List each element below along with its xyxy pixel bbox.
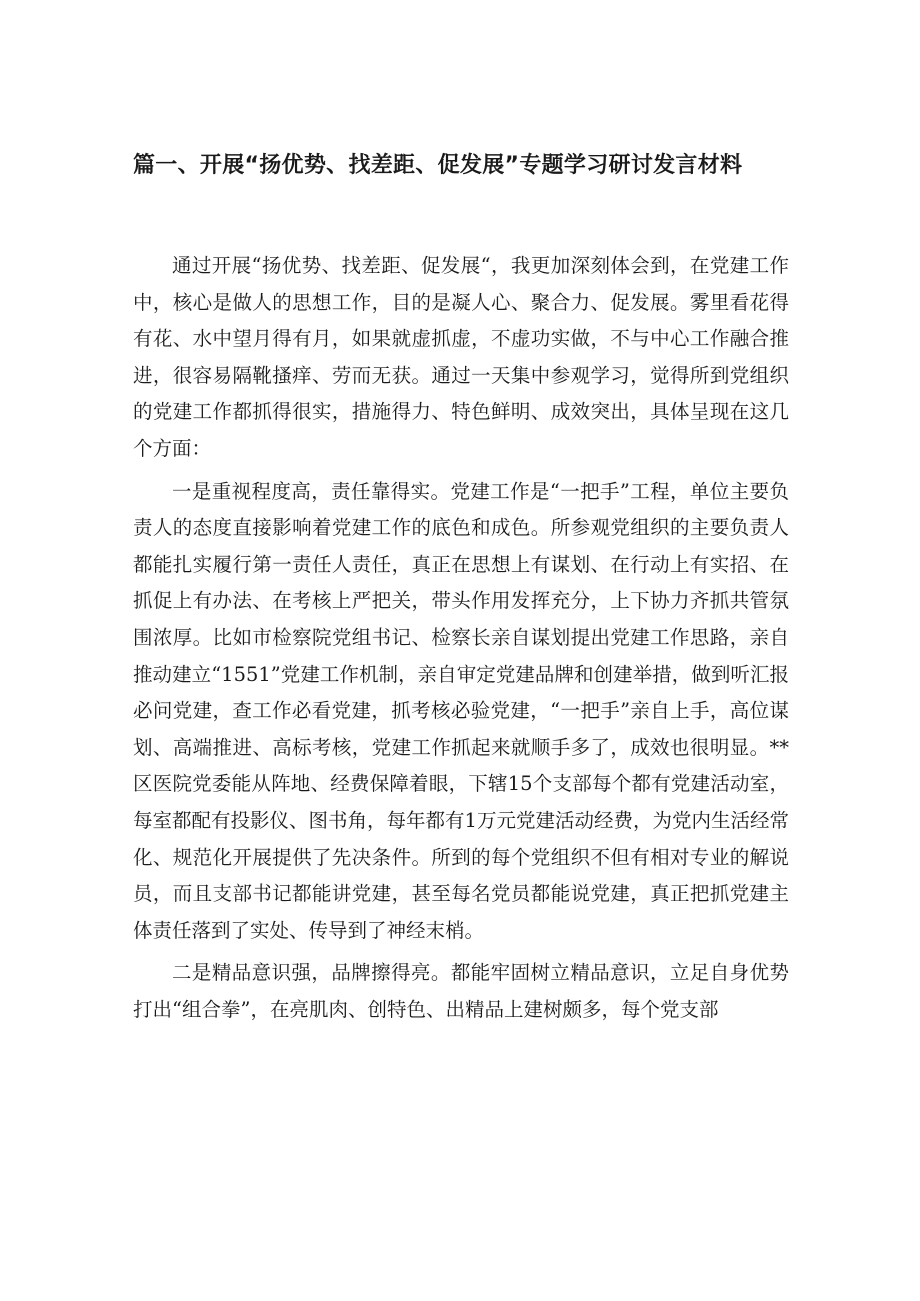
- paragraph-point-one: 一是重视程度高，责任靠得实。党建工作是“一把手”工程，单位主要负责人的态度直接影响着党建工作的底色和成色。所参观党组织的主要负责人都能扎实履行第一责任人责任，真正在思想上有谋划、在行动上有实招、在抓促上有办法、在考核上严把关，带头作用发挥充分，上下协力齐抓共管氛围浓厚。比如市检察院党组书记、检察长亲自谋划提出党建工作思路，亲自推动建立“1551”党建工作机制，亲自审定党建品牌和创建举措，做到听汇报必问党建，查工作必看党建，抓考核必验党建，“一把手”亲自上手，高位谋划、高端推进、高标考核，党建工作抓起来就顺手多了，成效也很明显。**区医院党委能从阵地、经费保障着眼，下辖15个支部每个都有党建活动室，每室都配有投影仪、图书角，每年都有1万元党建活动经费，为党内生活经常化、规范化开展提供了先决条件。所到的每个党组织不但有相对专业的解说员，而且支部书记都能讲党建，甚至每名党员都能说党建，真正把抓党建主体责任落到了实处、传导到了神经末梢。: [133, 479, 789, 942]
- document-title: 篇一、开展“扬优势、找差距、促发展”专题学习研讨发言材料: [133, 153, 743, 178]
- paragraph-intro: 通过开展“扬优势、找差距、促发展“，我更加深刻体会到，在党建工作中，核心是做人的思想工作，目的是凝人心、聚合力、促发展。雾里看花得有花、水中望月得有月，如果就虚抓虚，不虚功实做，不与中心工作融合推进，很容易隔靴搔痒、劳而无获。通过一天集中参观学习，觉得所到党组织的党建工作都抓得很实，措施得力、特色鲜明、成效突出，具体呈现在这几个方面：: [133, 254, 789, 460]
- document-body: [133, 248, 789, 1034]
- paragraph-point-two: 二是精品意识强，品牌擦得亮。都能牢固树立精品意识，立足自身优势打出“组合拳”，在亮肌肉、创特色、出精品上建树颇多，每个党支部: [133, 961, 789, 1021]
